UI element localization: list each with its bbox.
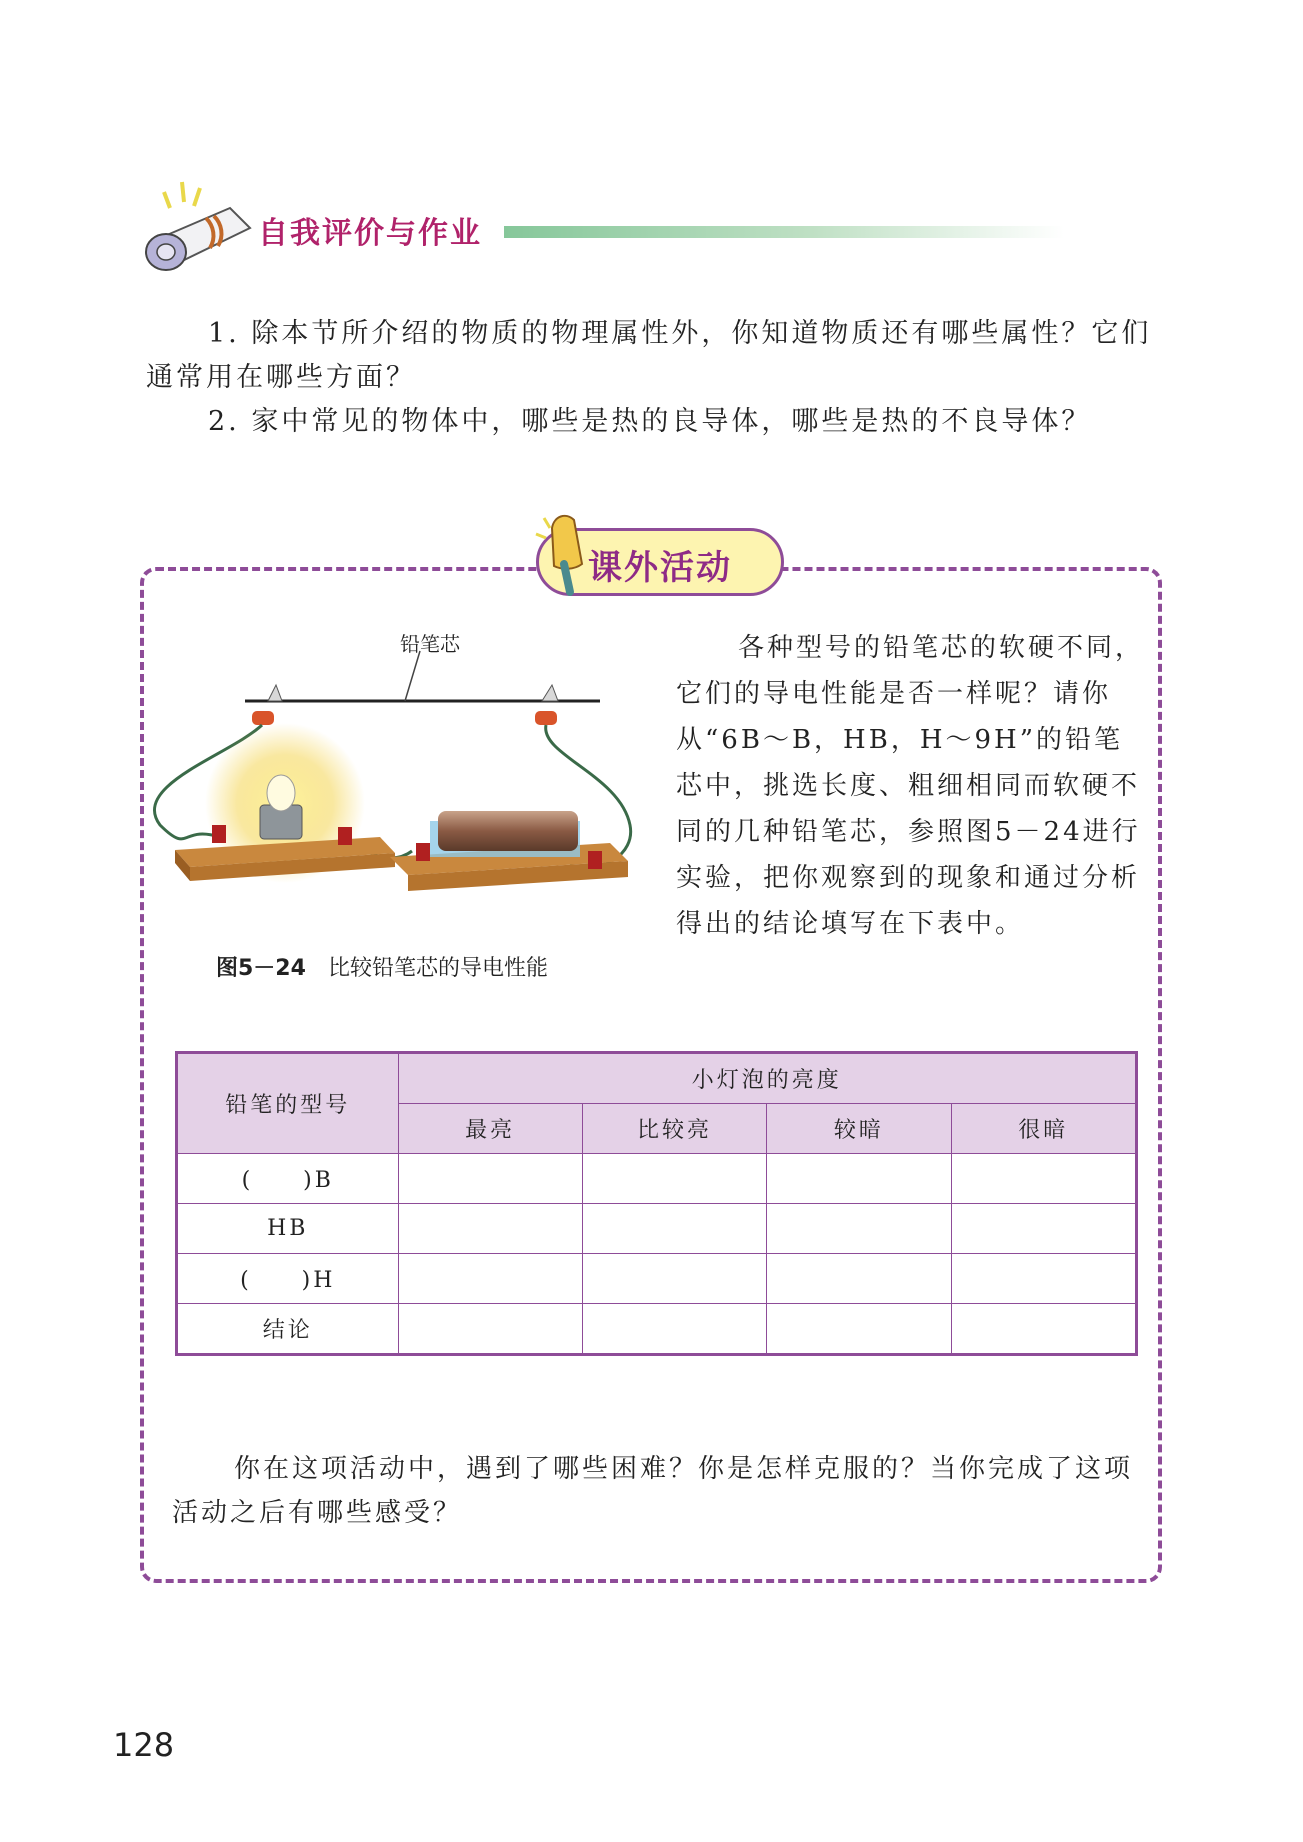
blank-cell	[767, 1154, 951, 1204]
blank-cell	[767, 1304, 951, 1355]
terminal	[338, 827, 352, 845]
row-header-cell: 铅笔的型号	[177, 1053, 399, 1154]
page-number: 128	[113, 1726, 175, 1764]
blank-cell	[582, 1304, 766, 1355]
figure-label: 铅笔芯	[400, 632, 460, 656]
blank-cell	[951, 1254, 1136, 1304]
activity-badge	[506, 508, 796, 603]
column-header: 比较亮	[582, 1104, 766, 1154]
activity-description: 各种型号的铅笔芯的软硬不同，它们的导电性能是否一样呢？请你从“6B～B，HB，H～9H”的铅笔芯中，挑选长度、粗细相同而软硬不同的几种铅笔芯，参照图5－24进行实验，把你观察到的现象和通过分析得出的结论填写在下表中。	[676, 633, 1145, 939]
reflection-text: 你在这项活动中，遇到了哪些困难？你是怎样克服的？当你完成了这项活动之后有哪些感受？	[172, 1454, 1134, 1528]
scroll-icon	[140, 178, 260, 288]
terminal	[212, 825, 226, 843]
table-row	[177, 1254, 1137, 1304]
blank-cell	[951, 1154, 1136, 1204]
row-label: HB	[177, 1204, 399, 1254]
terminal	[416, 843, 430, 861]
activity-title: 课外活动	[588, 548, 732, 588]
figure-caption-text: 比较铅笔芯的导电性能	[327, 956, 548, 981]
figure-number: 图5－24	[216, 956, 306, 981]
label-pointer	[405, 651, 420, 701]
blank-cell	[582, 1204, 766, 1254]
blank-cell	[582, 1254, 766, 1304]
table-row	[177, 1304, 1137, 1355]
homework-header	[140, 178, 1080, 288]
blank-cell	[767, 1204, 951, 1254]
lamp-board	[175, 837, 395, 881]
table-row	[177, 1204, 1137, 1254]
battery	[438, 811, 578, 851]
column-header: 很暗	[951, 1104, 1136, 1154]
group-header-cell: 小灯泡的亮度	[398, 1053, 1137, 1104]
column-header: 较暗	[767, 1104, 951, 1154]
blank-cell	[398, 1154, 582, 1204]
blank-cell	[951, 1304, 1136, 1355]
clip-left	[252, 685, 282, 725]
figure-caption	[216, 951, 548, 982]
observation-table	[175, 1051, 1138, 1356]
question-2: 2. 家中常见的物体中，哪些是热的良导体，哪些是热的不良导体？	[208, 406, 1092, 437]
circuit-figure	[150, 625, 690, 925]
question-1: 1. 除本节所介绍的物质的物理属性外，你知道物质还有哪些属性？它们通常用在哪些方面？	[146, 318, 1152, 393]
homework-title: 自我评价与作业	[258, 216, 482, 251]
blank-cell	[582, 1154, 766, 1204]
blank-cell	[398, 1204, 582, 1254]
terminal	[588, 851, 602, 869]
row-label: ( )B	[177, 1154, 399, 1204]
blank-cell	[398, 1304, 582, 1355]
blank-cell	[767, 1254, 951, 1304]
clip-right	[535, 685, 558, 725]
table-row	[177, 1154, 1137, 1204]
blank-cell	[398, 1254, 582, 1304]
row-label: ( )H	[177, 1254, 399, 1304]
column-header: 最亮	[398, 1104, 582, 1154]
row-label: 结论	[177, 1304, 399, 1355]
blank-cell	[951, 1204, 1136, 1254]
header-decor-bar	[504, 226, 1064, 238]
